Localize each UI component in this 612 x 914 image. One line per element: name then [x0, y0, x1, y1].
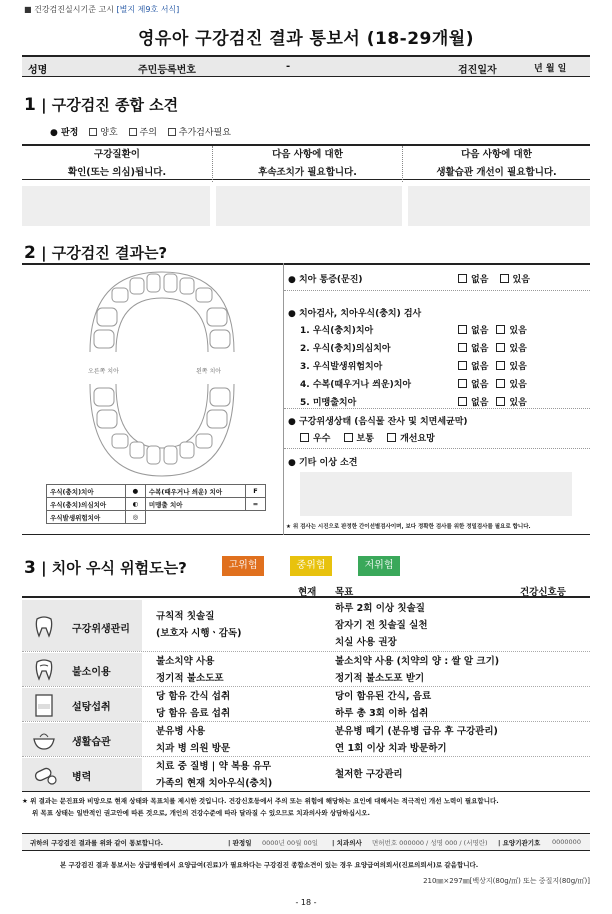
s1-col-followup: 다음 사항에 대한 후속조치가 필요합니다. — [212, 146, 402, 182]
pain-none-checkbox[interactable] — [458, 274, 467, 283]
row-history — [22, 758, 590, 792]
item5-none-checkbox[interactable] — [458, 397, 467, 406]
notice-text: 귀하의 구강검진 결과를 위와 같이 통보합니다. — [30, 839, 164, 847]
exam-item-1: 1. 우식(충치)치아 — [300, 326, 374, 336]
name-label: 성명 — [28, 65, 48, 76]
hygiene-label: ● 구강위생상태 (음식물 잔사 및 치면세균막) — [288, 417, 468, 427]
risk-mid-badge: 중위험 — [290, 556, 332, 576]
other-findings-label: ● 기타 이상 소견 — [288, 458, 358, 468]
item2-none-checkbox[interactable] — [458, 343, 467, 352]
judge-checkbox-good[interactable] — [89, 128, 97, 136]
item4-none-checkbox[interactable] — [458, 379, 467, 388]
row-label-history: 병력 — [72, 772, 92, 783]
bowl-icon — [32, 729, 56, 751]
judge-checkbox-caution[interactable] — [129, 128, 137, 136]
referral-warning: 본 구강검진 결과 통보서는 상급병원에서 요양급여(진료)가 필요하다는 구강검진 종합소견이 있는 경우 요양급여의뢰서(진료의뢰서)로 갈음합니다. — [60, 861, 479, 869]
exam-item-3: 3. 우식발생위험치아 — [300, 362, 383, 372]
row-goal-history: 철저한 구강관리 — [335, 769, 403, 780]
sugar-bag-icon — [34, 692, 54, 718]
pain-label: ● 치아 통증(문진) — [288, 275, 363, 285]
chart-left-label: 왼쪽 치아 — [196, 368, 222, 375]
row-label-lifestyle: 생활습관 — [72, 737, 111, 748]
medicine-icon — [32, 764, 58, 786]
row-current-sugar: 당 함유 간식 섭취 당 함유 음료 섭취 — [156, 691, 231, 719]
org-code-value[interactable]: 0000000 — [552, 838, 581, 846]
org-code-label: | 요양기관기호 — [498, 839, 541, 847]
form-number-link[interactable]: [별지 제9호 서식] — [116, 5, 180, 14]
exam-label: ● 치아검사, 치아우식(충치) 검사 — [288, 309, 422, 319]
item5-yes-checkbox[interactable] — [496, 397, 505, 406]
page-number: - 18 - — [295, 898, 317, 907]
goal-header: 목표 — [335, 587, 354, 598]
current-header: 현재 — [298, 587, 317, 598]
section1-heading: 1 | 구강검진 종합 소견 — [24, 95, 179, 115]
chart-right-label: 오른쪽 치아 — [88, 368, 119, 375]
dentist-value[interactable]: 면허번호 000000 / 성명 000 / (서명란) — [372, 839, 488, 847]
tooth-icon — [34, 616, 54, 638]
hygiene-options: 우수 보통 개선요망 — [300, 431, 435, 444]
page-title: 영유아 구강검진 결과 통보서 (18-29개월) — [138, 29, 474, 49]
row-label-fluoride: 불소이용 — [72, 667, 111, 678]
item1-yes-checkbox[interactable] — [496, 325, 505, 334]
item1-none-checkbox[interactable] — [458, 325, 467, 334]
fluoride-tooth-icon — [34, 659, 54, 681]
row-lifestyle — [22, 723, 590, 757]
judgement-options: ● 판정 양호 주의 추가검사필요 — [50, 128, 231, 138]
row-current-hygiene: 규칙적 칫솔질 (보호자 시행ㆍ감독) — [156, 611, 242, 639]
judge-date-value[interactable]: 0000년 00월 00일 — [262, 839, 319, 847]
section3-header-row — [22, 584, 590, 598]
result-notice-bar — [22, 833, 590, 851]
risk-high-badge: 고위험 — [222, 556, 264, 576]
rrn-label: 주민등록번호 — [138, 65, 196, 76]
exam-item-4: 4. 수복(때우거나 씌운)치아 — [300, 380, 412, 390]
row-label-sugar: 설탕섭취 — [72, 702, 111, 713]
pain-options: 없음 있음 — [458, 272, 530, 285]
judge-checkbox-more-exam[interactable] — [168, 128, 176, 136]
row-current-fluoride: 불소치약 사용 정기적 불소도포 — [156, 656, 224, 684]
section3-note-2: 위 목표 상태는 일반적인 권고안에 따른 것으로, 개인의 건강수준에 따라 달라질 수 있으므로 치과의사와 상담하십시오. — [32, 809, 371, 817]
pain-yes-checkbox[interactable] — [500, 274, 509, 283]
exam-date-label: 검진일자 — [458, 65, 497, 76]
item4-yes-checkbox[interactable] — [496, 379, 505, 388]
hygiene-normal-checkbox[interactable] — [344, 433, 353, 442]
identity-row — [22, 55, 590, 77]
row-goal-sugar: 당이 함유된 간식, 음료 하루 총 3회 이하 섭취 — [335, 691, 432, 719]
hygiene-good-checkbox[interactable] — [300, 433, 309, 442]
other-findings-field[interactable] — [300, 472, 572, 516]
s1-field-followup[interactable] — [216, 186, 402, 226]
form-reference: ■ 건강검진실시기준 고시 [별지 제9호 서식] — [24, 5, 180, 14]
paper-spec: 210㎜×297㎜[백상지(80g/㎡) 또는 중질지(80g/㎡)] — [423, 877, 590, 885]
section3-note-1: ★ 위 결과는 문진표와 비망으로 현재 상태와 목표치를 제시한 것입니다. 건강신호등에서 주의 또는 위험에 해당하는 요인에 대해서는 적극적인 개선 노력이 필요합니다. — [22, 797, 499, 805]
row-label-hygiene: 구강위생관리 — [72, 624, 130, 635]
hygiene-improve-checkbox[interactable] — [387, 433, 396, 442]
section3-heading: 3 | 치아 우식 위험도는? — [24, 558, 187, 578]
signal-header: 건강신호등 — [520, 587, 566, 598]
row-fluoride — [22, 653, 590, 687]
judge-label: ● 판정 — [50, 128, 79, 138]
item2-yes-checkbox[interactable] — [496, 343, 505, 352]
s1-col-disease: 구강질환이 확인(또는 의심)됩니다. — [67, 149, 167, 178]
exam-date-ymd: 년 월 일 — [534, 64, 567, 74]
row-sugar — [22, 688, 590, 722]
row-goal-lifestyle: 분유병 떼기 (분유병 급유 후 구강관리) 연 1회 이상 치과 방문하기 — [335, 726, 498, 754]
row-goal-fluoride: 불소치약 사용 (치약의 양 : 쌀 알 크기) 정기적 불소도포 받기 — [335, 656, 500, 684]
row-current-history: 치료 중 질병 | 약 복용 유무 가족의 현재 치아우식(충치) — [156, 761, 273, 789]
chart-legend: 우식(충치)치아 ● 수복(때우거나 씌운) 치아 F 우식(충치)의심치아 ◐ 미맹출 치아 = 우식발생위험치아 ◎ — [46, 484, 266, 524]
row-hygiene — [22, 600, 590, 652]
s1-field-habit[interactable] — [408, 186, 590, 226]
s1-field-disease[interactable] — [22, 186, 210, 226]
rrn-dash: - — [286, 61, 291, 72]
section1-columns — [22, 144, 590, 180]
risk-low-badge: 저위험 — [358, 556, 400, 576]
item3-yes-checkbox[interactable] — [496, 361, 505, 370]
row-goal-hygiene: 하루 2회 이상 칫솔질 잠자기 전 칫솔질 실천 치실 사용 권장 — [335, 603, 428, 648]
dentist-label: | 치과의사 — [332, 839, 362, 847]
dental-chart[interactable] — [72, 268, 252, 482]
section2-footnote: ★ 위 검사는 시진으로 판정한 간이선별검사이며, 보다 정확한 검사를 위한 정밀검사를 필요로 합니다. — [286, 524, 531, 530]
section2-heading: 2 | 구강검진 결과는? — [24, 243, 168, 263]
row-current-lifestyle: 분유병 사용 치과 병 의원 방문 — [156, 726, 231, 754]
exam-item-5: 5. 미맹출치아 — [300, 398, 357, 408]
exam-item-2: 2. 우식(충치)의심치아 — [300, 344, 391, 354]
item3-none-checkbox[interactable] — [458, 361, 467, 370]
section2-divider — [283, 263, 284, 535]
s1-col-habit: 다음 사항에 대한 생활습관 개선이 필요합니다. — [402, 146, 590, 182]
judge-date-label: | 판정일 — [228, 839, 252, 847]
